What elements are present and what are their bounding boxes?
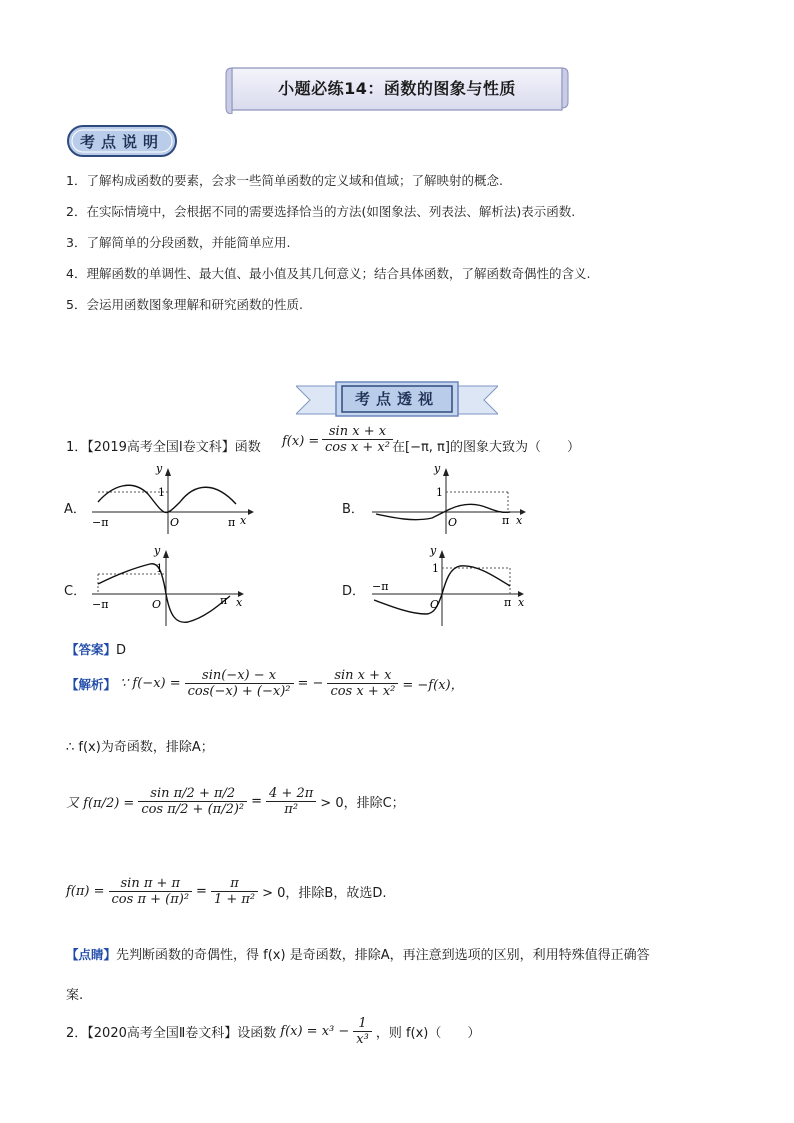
- q1-fraction: [322, 424, 393, 455]
- answer-line: [66, 640, 126, 658]
- section-badge-label: 考点说明: [79, 133, 164, 151]
- analysis-step-1: [66, 668, 464, 699]
- requirement-item: 3．了解简单的分段函数，并能简单应用.: [66, 235, 291, 250]
- step4-eq: =: [196, 884, 207, 899]
- q2-denominator: x³: [356, 1032, 369, 1047]
- requirement-item: 2．在实际情境中，会根据不同的需要选择恰当的方法(如图象法、列表法、解析法)表示函数.: [66, 204, 576, 219]
- step1-denominator-2: cos x + x²: [330, 684, 396, 699]
- option-a-label: A．: [64, 502, 86, 517]
- q2-numerator: 1: [353, 1016, 372, 1032]
- q2-suffix: ，则 f(x)（ ）: [375, 1026, 481, 1041]
- c-pi-label: π: [220, 594, 228, 607]
- answer-value: D: [116, 643, 127, 658]
- a-y-label: y: [156, 464, 163, 475]
- comment-text: 先判断函数的奇偶性，得 f(x) 是奇函数，排除A，再注意到选项的区别，利用特殊值得正确答: [116, 948, 650, 963]
- d-one-label: 1: [432, 562, 439, 575]
- b-y-label: y: [434, 464, 441, 475]
- b-x-label: x: [516, 514, 523, 527]
- d-x-label: x: [518, 596, 525, 609]
- step1-mid: = −: [297, 676, 324, 691]
- d-origin-label: O: [430, 598, 440, 611]
- comment-tag: 【点睛】: [66, 947, 117, 962]
- option-c-graph: [90, 546, 260, 628]
- step1-numerator-2: sin x + x: [327, 668, 398, 684]
- b-origin-label: O: [448, 516, 458, 529]
- comment-line: [66, 944, 650, 963]
- step1-numerator: sin(−x) − x: [185, 668, 294, 684]
- step4-lead: f(π) =: [66, 884, 105, 899]
- c-one-label: 1: [156, 562, 163, 575]
- d-pi-label: π: [504, 596, 512, 609]
- requirement-item: 1．了解构成函数的要素，会求一些简单函数的定义域和值域；了解映射的概念.: [66, 173, 503, 188]
- option-d-label: D．: [342, 584, 366, 599]
- analysis-step-2: ∴ f(x)为奇函数，排除A；: [66, 740, 214, 755]
- answer-tag: 【答案】: [66, 642, 117, 657]
- c-origin-label: O: [152, 598, 162, 611]
- step1-denominator: cos(−x) + (−x)²: [187, 684, 291, 699]
- q1-interval: 在[−π, π]的图象大致为（ ）: [392, 440, 580, 455]
- question-2: [66, 1016, 480, 1047]
- step4-numerator-2: π: [211, 876, 258, 892]
- a-neg-pi-label: −π: [92, 516, 109, 529]
- comment-continuation: 案.: [66, 988, 84, 1003]
- step1-end: = −f(x)，: [402, 678, 464, 693]
- a-pi-label: π: [228, 516, 236, 529]
- requirement-item: 4．理解函数的单调性、最大值、最小值及其几何意义；结合具体函数，了解函数奇偶性的含义.: [66, 266, 591, 281]
- page-title: 小题必练14：函数的图象与性质: [278, 79, 516, 98]
- q2-prefix: 2．【2020高考全国Ⅱ卷文科】设函数: [66, 1026, 277, 1041]
- step3-lead: 又 f(π/2) =: [66, 796, 135, 811]
- step1-lead: ∵ f(−x) =: [120, 676, 181, 691]
- analysis-step-3: [66, 786, 405, 817]
- section-banner-label: 考点透视: [354, 390, 439, 408]
- q2-func: f(x) = x³ −: [280, 1024, 350, 1039]
- analysis-step-4: [66, 876, 387, 907]
- step4-denominator: cos π + (π)²: [111, 892, 190, 907]
- step4-denominator-2: 1 + π²: [213, 892, 256, 907]
- a-x-label: x: [240, 514, 247, 527]
- b-pi-label: π: [502, 514, 510, 527]
- step4-end: > 0，排除B，故选D.: [262, 886, 387, 901]
- c-neg-pi-label: −π: [92, 598, 109, 611]
- q1-func: f(x) =: [282, 434, 320, 449]
- q1-denominator: cos x + x²: [325, 440, 390, 455]
- option-b-graph: [370, 464, 540, 536]
- b-one-label: 1: [436, 486, 443, 499]
- step4-numerator: sin π + π: [109, 876, 193, 892]
- c-y-label: y: [154, 546, 161, 557]
- d-neg-pi-label: −π: [372, 580, 389, 593]
- option-b-label: B．: [342, 502, 364, 517]
- requirement-item: 5．会运用函数图象理解和研究函数的性质.: [66, 297, 303, 312]
- d-y-label: y: [430, 546, 437, 557]
- step3-denominator-2: π²: [284, 802, 299, 817]
- option-d-graph: [370, 546, 540, 628]
- a-origin-label: O: [170, 516, 180, 529]
- option-a-graph: [90, 464, 260, 536]
- step3-end: > 0，排除C；: [320, 796, 405, 811]
- a-one-label: 1: [158, 486, 165, 499]
- option-c-label: C．: [64, 584, 87, 599]
- c-x-label: x: [236, 596, 243, 609]
- step3-numerator: sin π/2 + π/2: [138, 786, 247, 802]
- analysis-tag: 【解析】: [66, 676, 117, 692]
- step3-denominator: cos π/2 + (π/2)²: [141, 802, 245, 817]
- question-1-prefix: 1．【2019高考全国Ⅰ卷文科】函数: [66, 440, 261, 455]
- q1-numerator: sin x + x: [322, 424, 393, 440]
- step3-eq: =: [251, 794, 263, 809]
- step3-numerator-2: 4 + 2π: [266, 786, 316, 802]
